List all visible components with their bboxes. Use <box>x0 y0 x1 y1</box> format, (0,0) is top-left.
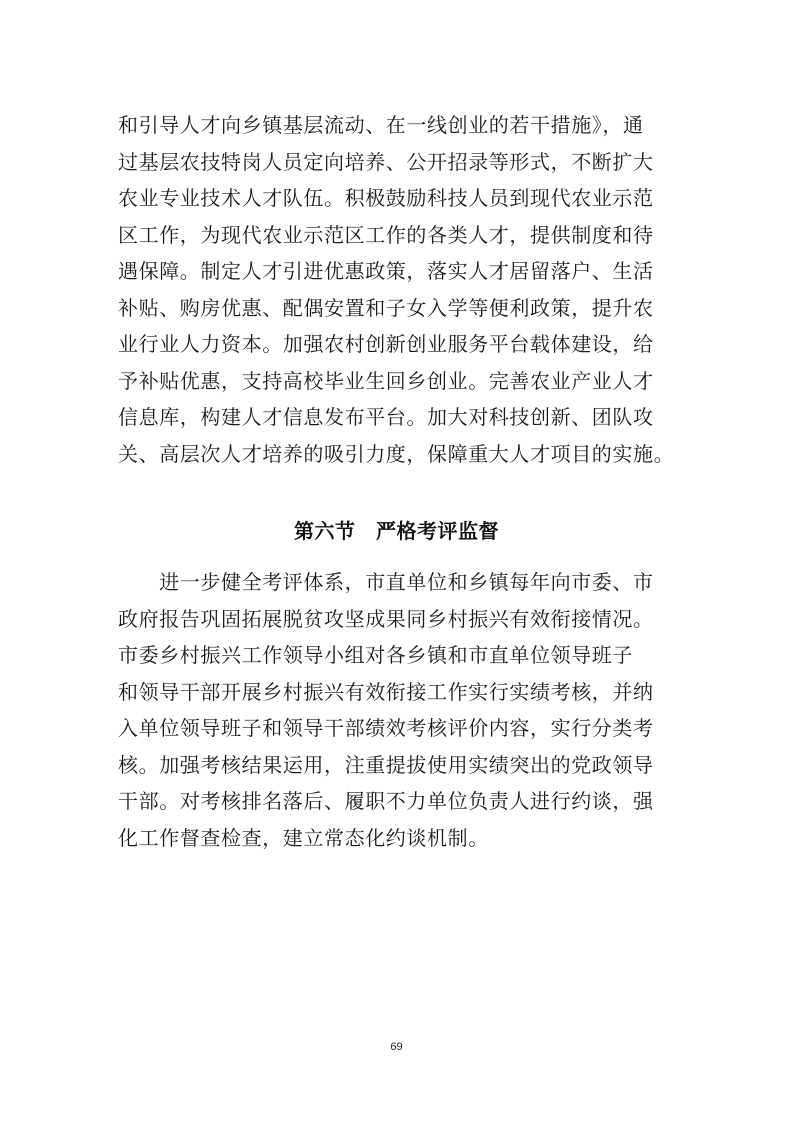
text-line: 区工作，为现代农业示范区工作的各类人才，提供制度和待 <box>118 222 654 247</box>
text-line: 化工作督查检查，建立常态化约谈机制。 <box>118 825 489 850</box>
text-line: 信息库，构建人才信息发布平台。加大对科技创新、团队攻 <box>118 405 654 429</box>
text-line: 遇保障。制定人才引进优惠政策，落实人才居留落户、生活 <box>118 259 654 283</box>
text-line: 补贴、购房优惠、配偶安置和子女入学等便利政策，提升农 <box>118 295 654 320</box>
text-line: 入单位领导班子和领导干部绩效考核评价内容，实行分类考 <box>118 716 654 740</box>
body-paragraph <box>118 107 678 472</box>
section-heading: 第六节 严格考评监督 <box>294 519 499 543</box>
text-line: 进一步健全考评体系，市直单位和乡镇每年向市委、市 <box>118 570 654 594</box>
text-line: 业行业人力资本。加强农村创新创业服务平台载体建设，给 <box>118 332 654 356</box>
text-line: 和引导人才向乡镇基层流动、在一线创业的若干措施》，通 <box>118 113 644 137</box>
text-line: 核。加强考核结果运用，注重提拔使用实绩突出的党政领导 <box>118 752 654 777</box>
text-line: 予补贴优惠，支持高校毕业生回乡创业。完善农业产业人才 <box>118 368 654 393</box>
text-line: 干部。对考核排名落后、履职不力单位负责人进行约谈，强 <box>118 789 654 813</box>
page-number: 69 <box>390 1041 403 1053</box>
text-line: 农业专业技术人才队伍。积极鼓励科技人员到现代农业示范 <box>118 186 654 210</box>
text-line: 关、高层次人才培养的吸引力度，保障重大人才项目的实施。 <box>118 441 675 466</box>
text-line: 和领导干部开展乡村振兴有效衔接工作实行实绩考核，并纳 <box>118 679 654 704</box>
text-line: 过基层农技特岗人员定向培养、公开招录等形式，不断扩大 <box>118 149 654 174</box>
text-line: 市委乡村振兴工作领导小组对各乡镇和市直单位领导班子 <box>118 643 633 667</box>
body-paragraph <box>118 564 678 856</box>
text-line: 政府报告巩固拓展脱贫攻坚成果同乡村振兴有效衔接情况。 <box>118 606 654 631</box>
